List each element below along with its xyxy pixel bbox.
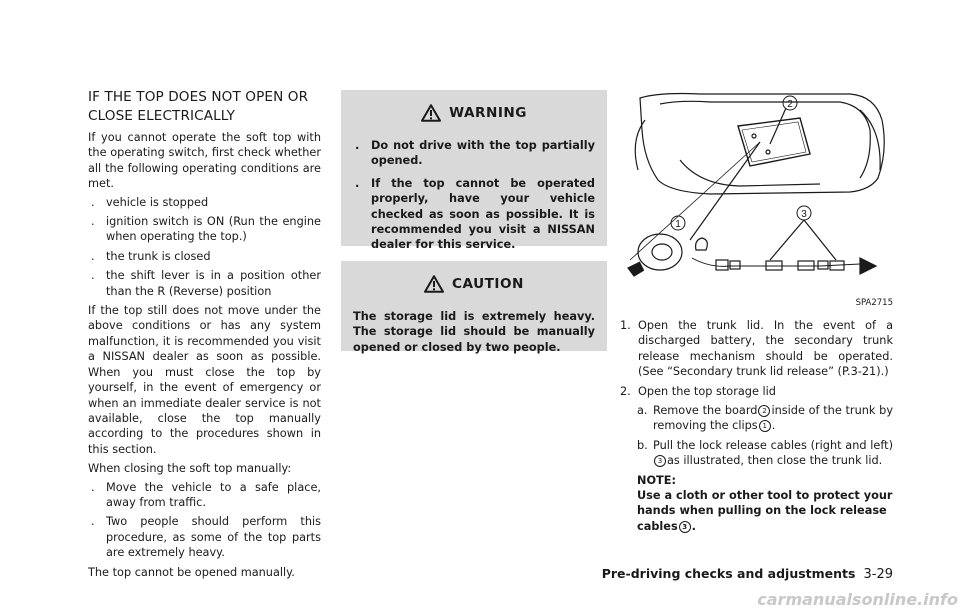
warning-text: If the top cannot be operated properly, have your vehicle checked as soon as possible. It is recommended you visit a NISSAN dealer for this service. — [371, 176, 595, 252]
malfunction-paragraph: If the top still does not move under the above conditions or has any system malfunction, it is recommended you visit a NISSAN dealer as soon as possible. When you must close the top by yourself, in the event of emergency or when an immediate dealer service is not available, close the top manually according to the procedures shown in this section. — [88, 304, 321, 456]
cannot-open-paragraph: The top cannot be opened manually. — [88, 565, 295, 579]
substep-a — [620, 403, 893, 434]
substep-text: inside of the trunk by removing the clips — [653, 404, 894, 433]
warning-list — [353, 138, 595, 253]
step-number: 1. — [620, 319, 631, 332]
manual-point-text: Move the vehicle to a safe place, away from traffic. — [106, 480, 321, 509]
condition-item — [88, 249, 321, 264]
substep-letter: a. — [637, 404, 648, 418]
bullet: . — [91, 269, 95, 283]
condition-text: the shift lever is in a position other than the R (Reverse) position — [106, 269, 321, 298]
manual-points-list — [88, 480, 321, 561]
trunk-diagram — [620, 90, 893, 295]
step-text: Open the top storage lid — [638, 384, 776, 398]
bullet: . — [91, 480, 95, 494]
step-number: 2. — [620, 384, 631, 398]
callout-ref-icon: 1 — [759, 420, 771, 432]
callout-ref-icon: 3 — [679, 521, 691, 533]
substep-text: Remove the board — [653, 404, 758, 418]
warning-header — [353, 102, 595, 124]
section-title-line-1: IF THE TOP DOES NOT OPEN OR — [88, 89, 309, 105]
warning-box — [341, 90, 607, 252]
caution-box — [341, 261, 607, 354]
manual-point-item — [88, 514, 321, 560]
caution-triangle-icon — [424, 275, 444, 293]
right-column — [620, 90, 893, 534]
bullet: . — [91, 195, 95, 209]
step-1 — [620, 318, 893, 380]
note-block — [620, 473, 893, 535]
caution-header — [353, 273, 595, 295]
bullet: . — [91, 249, 95, 263]
bullet: . — [91, 515, 95, 529]
condition-item — [88, 268, 321, 299]
substep-b — [620, 438, 893, 469]
trunk-illustration — [620, 90, 893, 308]
footer-section-title: Pre-driving checks and adjustments — [601, 566, 856, 581]
manual-point-item — [88, 480, 321, 511]
warning-item — [353, 176, 595, 253]
left-column — [88, 88, 321, 580]
watermark: carmanualsonline.info — [757, 590, 958, 609]
note-label: NOTE: — [637, 473, 676, 487]
intro-paragraph: If you cannot operate the soft top with the operating switch, first check whether all the following operating conditions are met. — [88, 131, 321, 191]
section-title-line-2: CLOSE ELECTRICALLY — [88, 108, 236, 124]
condition-item — [88, 195, 321, 210]
manual-point-text: Two people should perform this procedure, as some of the top parts are extremely heavy. — [106, 515, 321, 560]
middle-column — [341, 90, 607, 366]
section-title — [88, 88, 321, 126]
warning-text: Do not drive with the top partially opened. — [371, 139, 595, 168]
callout-2-label: 2 — [787, 99, 793, 110]
warning-triangle-icon — [421, 104, 441, 122]
substep-text: Pull the lock release cables (right and left) — [653, 438, 893, 452]
conditions-list — [88, 195, 321, 299]
callout-1-label: 1 — [675, 219, 681, 230]
step-text: Open the trunk lid. In the event of a discharged battery, the secondary trunk release mechanism should be operated. (See “Secondary trunk lid release” (P.3-21).) — [638, 319, 893, 379]
bullet: . — [91, 215, 95, 229]
condition-text: ignition switch is ON (Run the engine when operating the top.) — [106, 215, 321, 244]
note-text: Use a cloth or other tool to protect your hands when pulling on the lock release cables — [637, 489, 893, 533]
condition-item — [88, 214, 321, 245]
warning-item — [353, 138, 595, 169]
substep-letter: b. — [637, 438, 648, 452]
note-body — [637, 488, 893, 534]
callout-3-label: 3 — [801, 209, 807, 220]
caution-text: The storage lid is extremely heavy. The storage lid should be manually opened or closed by two people. — [353, 310, 595, 354]
condition-text: vehicle is stopped — [106, 195, 209, 209]
substep-text: as illustrated, then close the trunk lid. — [667, 454, 883, 468]
substep-text: . — [771, 419, 776, 433]
note-text: . — [691, 519, 696, 533]
procedure-steps — [620, 318, 893, 534]
manual-close-intro: When closing the soft top manually: — [88, 462, 292, 476]
bullet: . — [355, 176, 360, 190]
page-footer — [600, 566, 893, 582]
caution-title: CAUTION — [452, 276, 524, 292]
callout-ref-icon: 2 — [758, 405, 770, 417]
warning-title: WARNING — [449, 105, 527, 121]
step-2 — [620, 384, 893, 399]
condition-text: the trunk is closed — [106, 249, 211, 263]
figure-code: SPA2715 — [855, 298, 893, 308]
bullet: . — [355, 139, 360, 152]
callout-ref-icon: 3 — [654, 455, 666, 467]
page-number: 3-29 — [863, 567, 893, 582]
